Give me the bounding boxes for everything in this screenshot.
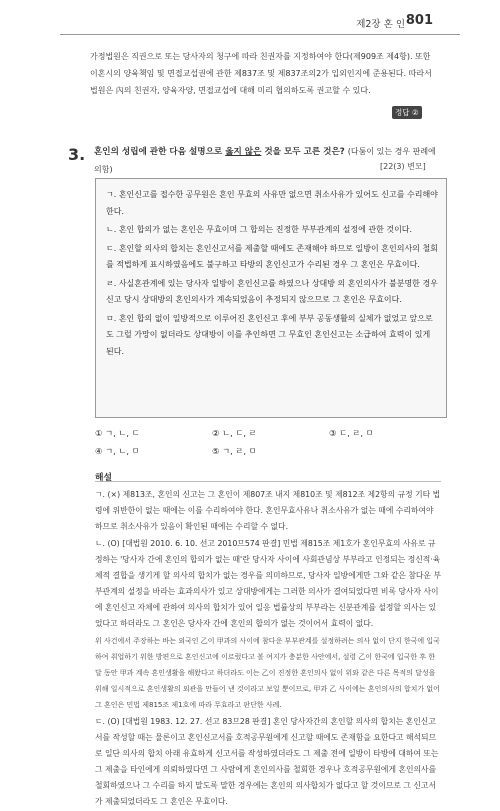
choice-3[interactable]: ③ ㄷ, ㄹ, ㅁ [329,428,374,438]
intro-line: 이혼시의 양육책임 및 면접교섭권에 관한 제837조 및 제837조의2가 입외인지에 준용된다. 따라서 [90,69,432,78]
explanation-item: ㄱ. (×) 제813조, 혼인의 신고는 그 혼인이 제807조 내지 제810조 및 제812조 제2항의 규정 기타 법령에 위반한이 없는 때에는 이를 수리하여야 한다. 혼인무효사유나 취소사유가 없는 때에 수리하여야 하므로 취소사유가 있음이 확인된 때에는 수리할 수 없다. [95,490,441,531]
statement-item: ㄷ. 혼인할 의사의 합치는 혼인신고서를 제출할 때에도 존재해야 하므로 일방이 혼인의사의 철회를 적법하게 표시하였음에도 불구하고 타방의 혼인신고가 수리된 경우 그 혼인은 무효이다. [106,243,438,269]
question-underlined: 옳지 않은 [225,147,262,157]
question-number: 3. [68,145,86,164]
page-header [0,0,500,40]
question-post: 것을 모두 고른 것은? [261,147,348,157]
choice-2[interactable]: ② ㄴ, ㄷ, ㄹ [212,428,257,438]
statement-box [95,178,447,418]
statement-item: ㄱ. 혼인신고를 접수한 공무원은 혼인 무효의 사유만 없으면 취소사유가 있어도 신고를 수리해야 한다. [106,190,438,216]
explanation-heading [95,465,441,482]
question-source: [22(3) 변모] [380,162,426,171]
explanation-body [95,487,441,811]
question-pre: 혼인의 성립에 관한 다음 설명으로 [94,147,226,157]
explanation-item: ㄴ. (O) [대법원 2010. 6. 10. 선고 2010므574 판결] 민법 제815조 제1호가 혼인무효의 사유로 규정하는 '당사자 간에 혼인의 합의가 없는 때'란 당사자 사이에 사회관념상 부부라고 인정되는 정신적·육체적 결합을 생기게 할 의사의 합치가 없는 경우를 의미하므로, 당사자 일방에게만 그와 같은 참다운 부부관계의 설정을 바라는 효과의사가 있고 상대방에게는 그러한 의사가 결여되었다면 비록 당사자 사이에 혼인신고 자체에 관하여 의사의 합치가 있어 일응 법률상의 부부라는 신분관계를 설정할 의사는 있었다고 하더라도 그 혼인은 당사자 간에 혼인의 합의가 없는 것이어서 효력이 없다. [95,539,441,628]
statement-item: ㄹ. 사실혼관계에 있는 당사자 일방이 혼인신고를 하였으나 상대방 의 혼인의사가 불분명한 경우 신고 당시 상대방의 혼인의사가 계속되었음이 추정되지 않으므로 그 혼인은 무효이다. [106,278,438,304]
explanation-note: 위 사건에서 주장하는 바는 외국인 乙이 甲과의 사이에 참다운 부부관계를 설정하려는 의사 없이 단지 한국에 입국하여 취업하기 위한 방편으로 혼인신고에 이르렀다고 볼 여지가 충분한 사안에서, 설령 乙이 한국에 입국한 후 한 달 동안 甲과 계속 혼인생활을 해왔다고 하더라도 이는 乙이 진정한 혼인의사 없이 위와 같은 다른 목적의 달성을 위해 일시적으로 혼인생활의 외관을 만들어 낸 것이라고 보일 뿐이므로, 甲과 乙 사이에는 혼인의사의 합치가 없어 그 혼인은 민법 제815조 제1호에 따라 무효라고 판단한 사례. [95,637,440,709]
question-sub: (다툼이 있는 경우 판례에 의함) [94,147,436,174]
explanation-item: ㄷ. (O) [대법원 1983. 12. 27. 선고 83므28 판결] 혼인 당사자간의 혼인할 의사의 합치는 혼인신고서를 작성할 때는 물론이고 혼인신고서를 호적공무원에게 신고할 때에도 존재함을 요한다고 해석되므로 일단 의사의 합치 아래 유효하게 신고서를 작성하였더라도 그 제출 전에 일방이 타방에 대하여 또는 그 제출을 타인에게 의뢰하였다면 그 사람에게 혼인의사를 철회한 경우나 호적공무원에게 혼인의사를 철회하였으나 그 수리를 하지 말도록 말한 경우에는 혼인의 의사합치가 없다고 할 것이므로 그 신고서가 제출되었더라도 그 혼인은 무효이다. [95,717,439,806]
choice-4[interactable]: ④ ㄱ, ㄴ, ㅁ [95,446,140,456]
statement-item: ㅁ. 혼인 합의 없이 일방적으로 이루어진 혼인신고 후에 부부 공동생활의 실체가 없었고 앞으로도 그럴 가망이 없더라도 상대방이 이를 추인하면 그 무효인 혼인신고는 소급하여 효력이 있게 된다. [106,313,433,356]
intro-line: 법원은 內의 친권자, 양육자양, 면접교섭에 대해 미리 협의하도록 권고할 수 있다. [90,86,371,95]
statement-item: ㄴ. 혼인 합의가 없는 혼인은 무효이며 그 합의는 진정한 부부관계의 설정에 관한 것이다. [106,225,413,234]
header-rule [60,34,460,35]
choice-5[interactable]: ⑤ ㄱ, ㄹ, ㅁ [212,446,257,456]
choice-1[interactable]: ① ㄱ, ㄴ, ㄷ [95,428,140,438]
answer-tag: 정답 ② [392,106,422,119]
chapter-title: 제2장 혼 인 [356,19,405,30]
explanation-title: 해설 [95,473,112,483]
intro-text [90,48,435,99]
intro-line: 가정법원은 직권으로 또는 당사자의 청구에 따라 친권자를 지정하여야 한다(제909조 제4항). 또한 [90,52,431,61]
page-number: 801 [405,13,433,28]
